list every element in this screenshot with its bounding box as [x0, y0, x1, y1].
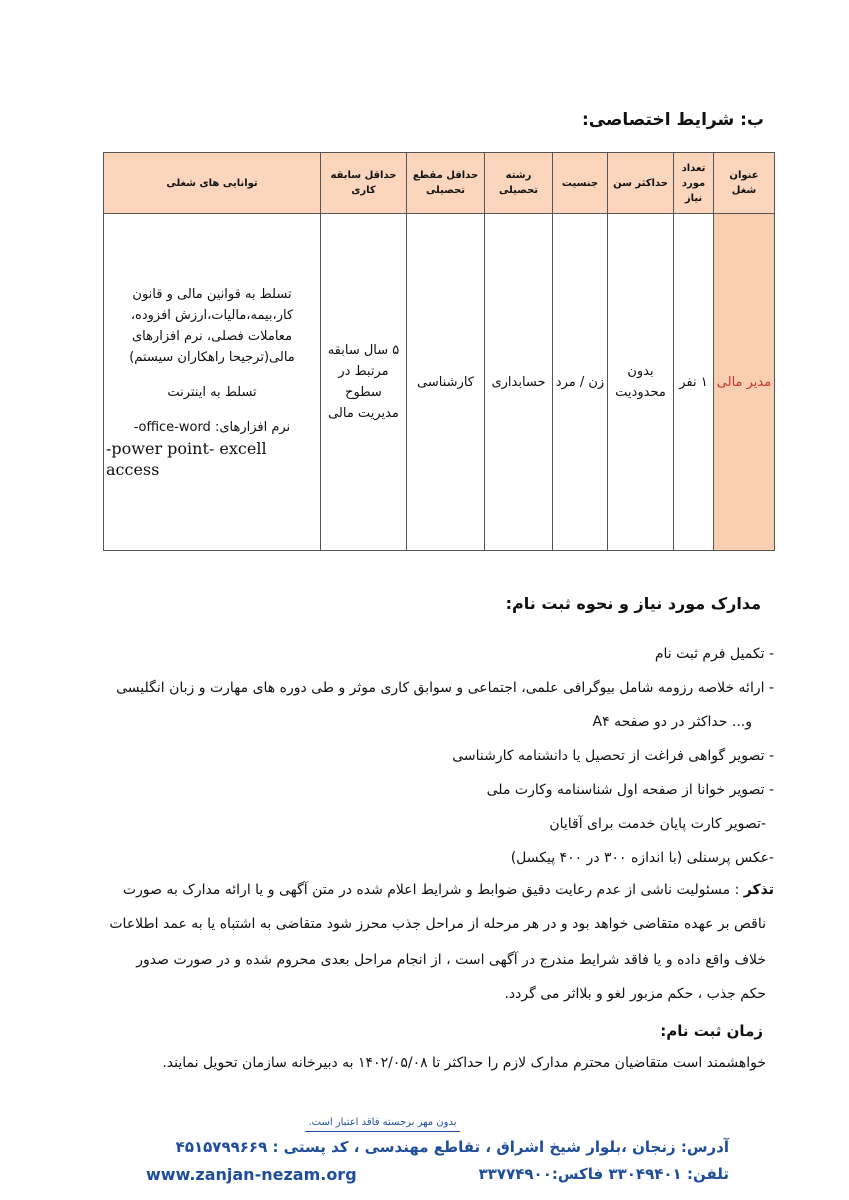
- skills-line: تسلط به قوانین مالی و قانون: [132, 287, 292, 302]
- header-degree: حداقل مقطع تحصیلی: [407, 153, 485, 214]
- registration-title: زمان ثبت نام:: [660, 1022, 763, 1040]
- header-job-title: عنوان شغل: [714, 153, 775, 214]
- skills-software-line2: -power point- excell: [106, 439, 267, 458]
- list-item: - تصویر گواهی فراغت از تحصیل یا دانشنامه کارشناسی: [452, 748, 774, 764]
- skills-internet: تسلط به اینترنت: [167, 385, 257, 400]
- table-header-row: [104, 153, 775, 214]
- note-line: حکم جذب ، حکم مزبور لغو و بلااثر می گردد.: [504, 986, 766, 1002]
- skills-line: معاملات فصلی، نرم افزارهای: [131, 329, 293, 344]
- note-line: خلاف واقع داده و یا فاقد شرایط مندرج در آگهی است ، از انجام مراحل بعدی محروم شده و در صورت صدور: [136, 952, 766, 968]
- stamp-note: بدون مهر برجسته فاقد اعتبار است.: [305, 1117, 460, 1132]
- cell-gender: زن / مرد: [553, 214, 608, 551]
- skills-software-label: نرم افزارهای: office-word-: [133, 420, 291, 435]
- skills-software-line3: access: [106, 460, 160, 479]
- note-line: [123, 882, 774, 898]
- note-line: ناقص بر عهده متقاضی خواهد بود و در هر مرحله از مراحل جذب محرز شود متقاضی به اشتباه یا به عمد اطلاعات: [109, 916, 766, 932]
- header-skills: توانایی های شغلی: [104, 153, 321, 214]
- skills-line: کار،بیمه،مالیات،ارزش افزوده،: [130, 308, 294, 323]
- cell-job-title: مدیر مالی: [714, 214, 775, 551]
- section-b-title: ب: شرایط اختصاصی:: [581, 110, 764, 130]
- header-max-age: حداکثر سن: [608, 153, 674, 214]
- list-item: -عکس پرسنلی (با اندازه ۳۰۰ در ۴۰۰ پیکسل): [510, 850, 774, 866]
- note-text: : مسئولیت ناشی از عدم رعایت دقیق ضوابط و شرایط اعلام شده در متن آگهی و یا ارائه مدارک به صورت: [122, 882, 744, 898]
- footer-phone-fax: تلفن: ۳۳۰۴۹۴۰۱ فاکس:۳۳۷۷۴۹۰۰: [478, 1165, 729, 1183]
- header-field: رشته تحصیلی: [485, 153, 553, 214]
- cell-experience: ۵ سال سابقه مرتبط در سطوح مدیریت مالی: [321, 214, 407, 551]
- list-item: -تصویر کارت پایان خدمت برای آقایان: [549, 816, 766, 832]
- list-item: - ارائه خلاصه رزومه شامل بیوگرافی علمی، اجتماعی و سوابق کاری موثر و طی دوره های مهارت و زبان انگلیسی: [116, 680, 774, 696]
- skills-line: مالی(ترجیحا راهکاران سیستم): [129, 350, 295, 365]
- cell-degree: کارشناسی: [407, 214, 485, 551]
- list-item: و... حداکثر در دو صفحه A۴: [592, 714, 752, 730]
- table-row: [104, 214, 775, 551]
- list-item: - تصویر خوانا از صفحه اول شناسنامه وکارت ملی: [486, 782, 774, 798]
- header-count: تعداد مورد نیاز: [674, 153, 714, 214]
- footer-address: آدرس: زنجان ،بلوار شیخ اشراق ، تقاطع مهندسی ، کد پستی : ۴۵۱۵۷۹۹۶۶۹: [175, 1138, 729, 1156]
- registration-text: خواهشمند است متقاضیان محترم مدارک لازم را حداکثر تا ۱۴۰۲/۰۵/۰۸ به دبیرخانه سازمان تحویل نمایند.: [162, 1055, 766, 1071]
- cell-field: حسابداری: [485, 214, 553, 551]
- footer-website[interactable]: www.zanjan-nezam.org: [146, 1165, 357, 1184]
- cell-max-age: بدون محدودیت: [608, 214, 674, 551]
- cell-count: ۱ نفر: [674, 214, 714, 551]
- documents-title: مدارک مورد نیاز و نحوه ثبت نام:: [505, 594, 761, 613]
- header-gender: جنسیت: [553, 153, 608, 214]
- note-label: تذکر: [743, 882, 774, 898]
- list-item: - تکمیل فرم ثبت نام: [654, 646, 774, 662]
- job-requirements-table: [103, 152, 775, 551]
- cell-skills: [104, 214, 321, 551]
- header-experience: حداقل سابقه کاری: [321, 153, 407, 214]
